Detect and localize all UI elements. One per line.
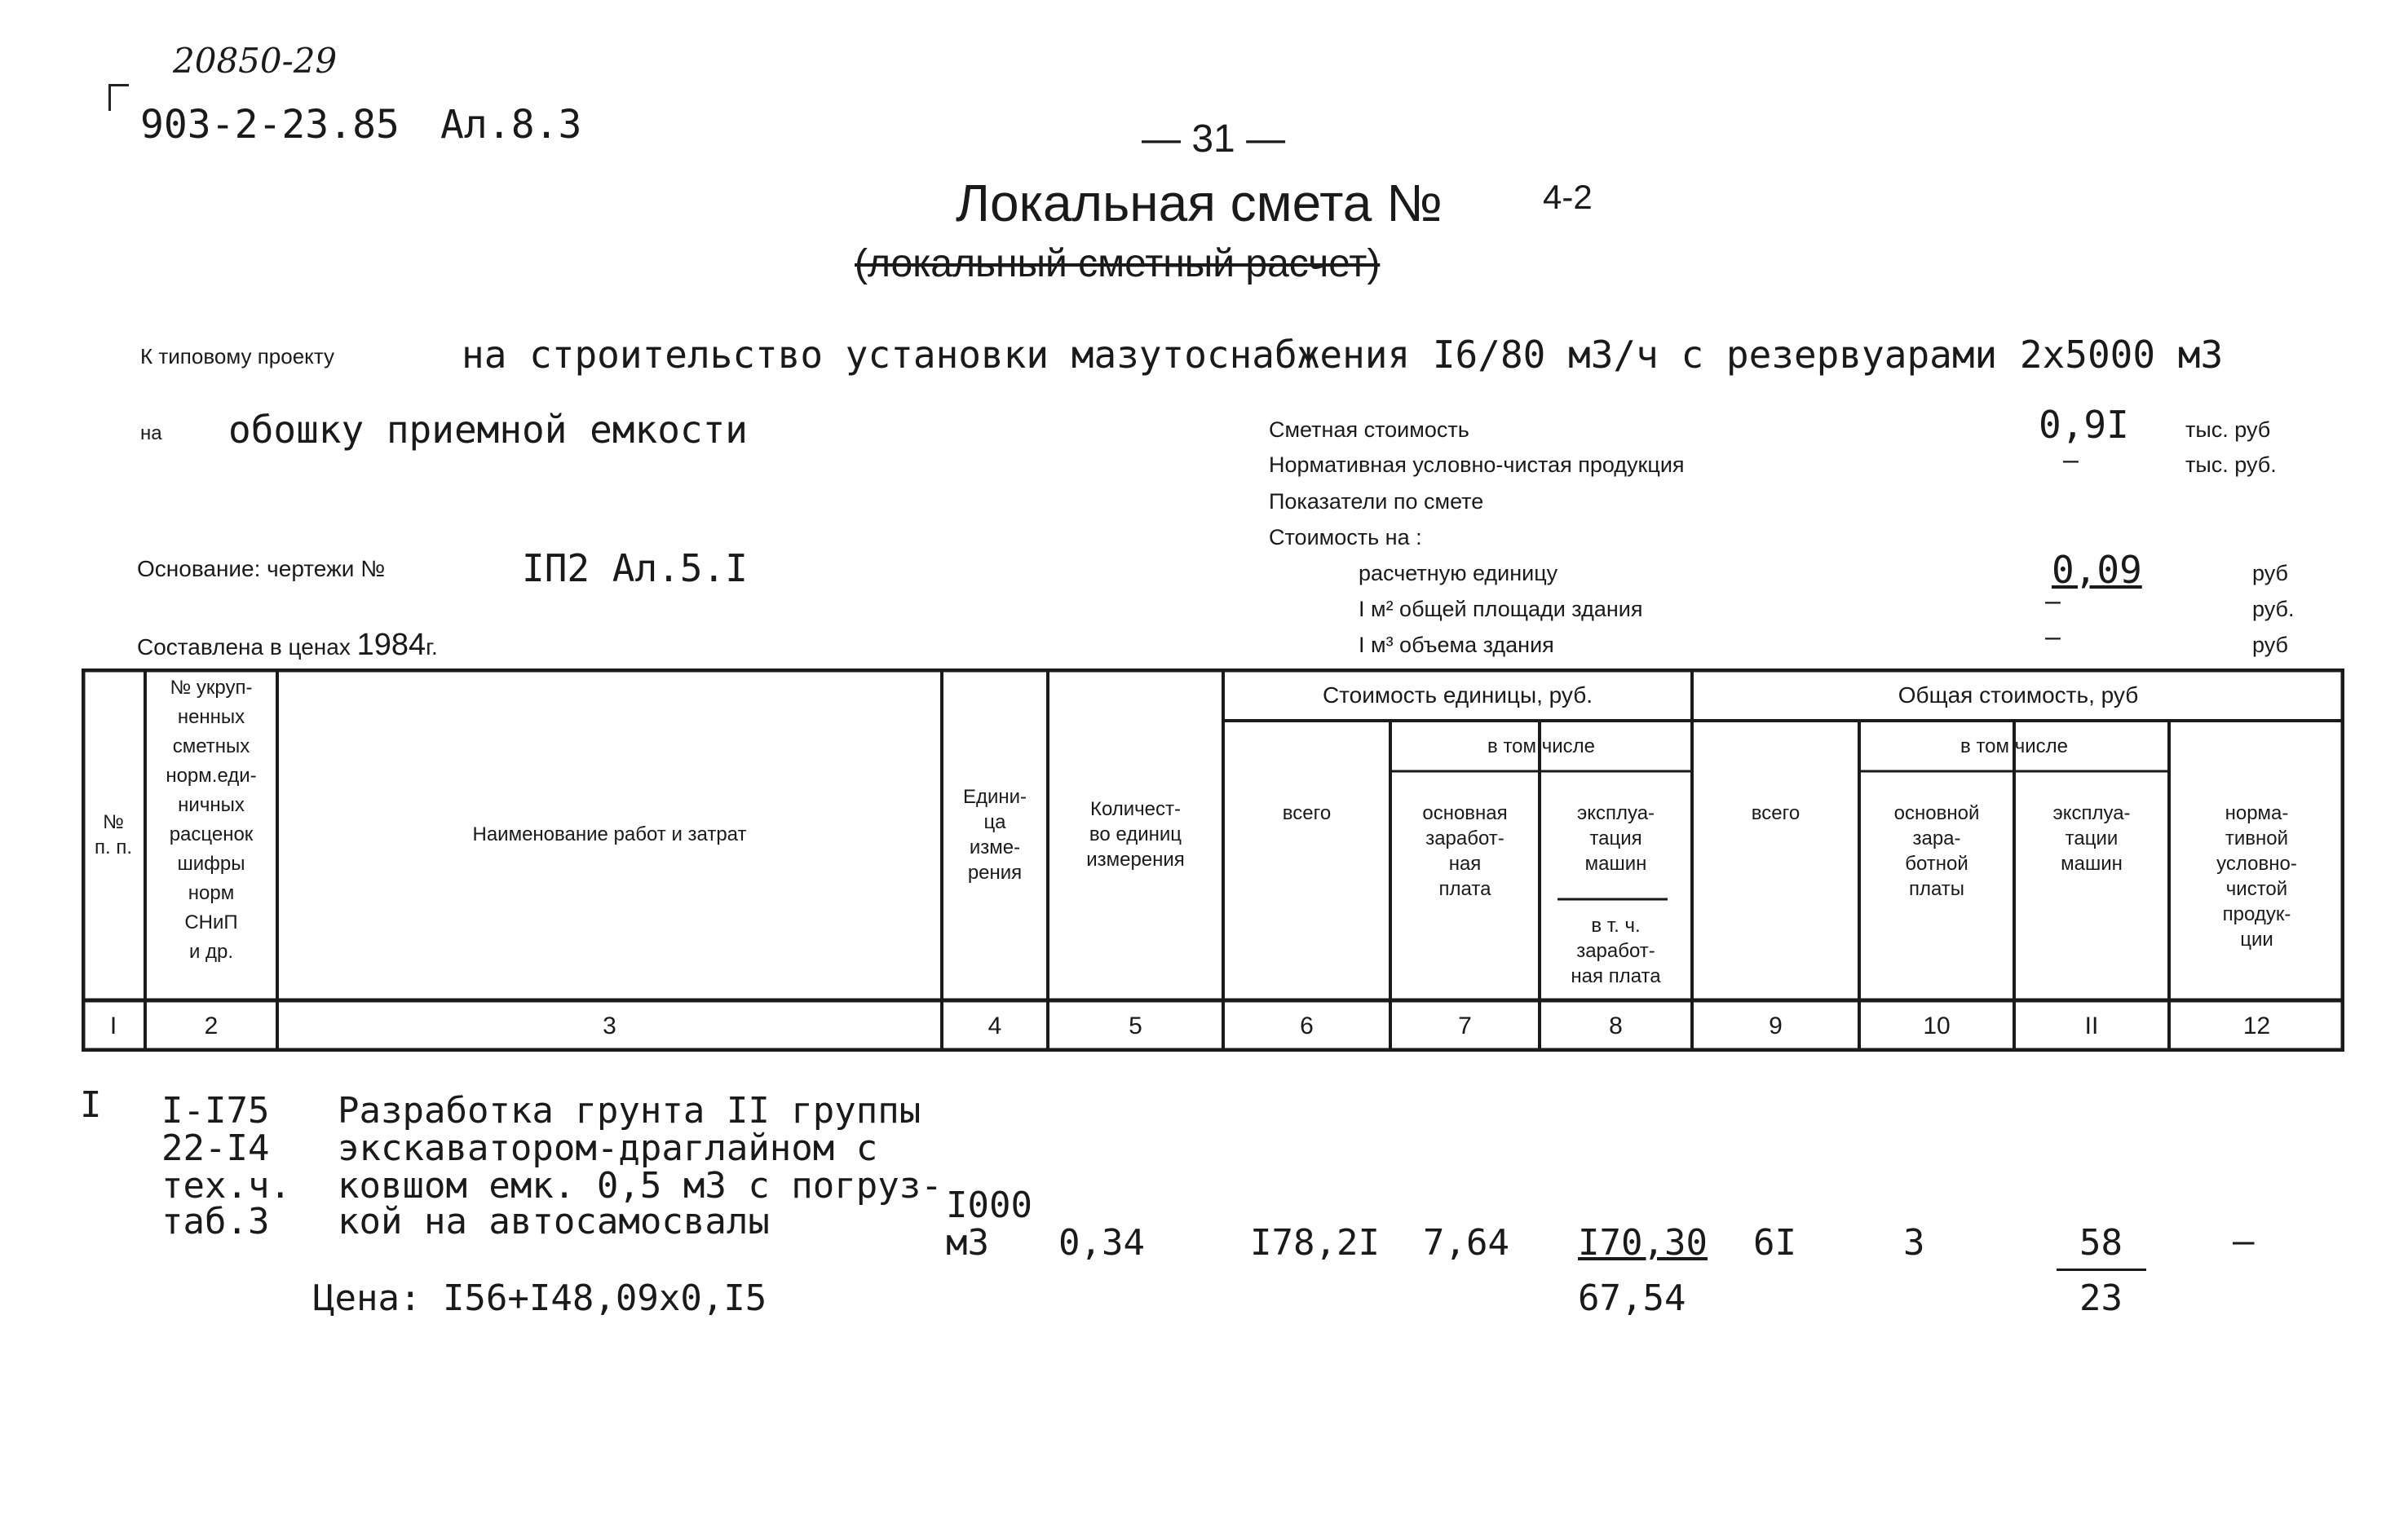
col-number: 8	[1609, 1012, 1623, 1039]
col-header-work-name: Наименование работ и затрат	[472, 823, 747, 845]
summary-value: –	[2045, 621, 2061, 652]
project-prefix: К типовому проекту	[140, 344, 335, 368]
col-header-no: № п. п.	[95, 810, 132, 858]
summary-unit: руб	[2252, 561, 2288, 585]
prices-year: 1984	[356, 628, 426, 662]
estimate-table	[82, 669, 2344, 1052]
row-total-machine-divider	[2057, 1269, 2146, 1271]
row-number: I	[80, 1084, 102, 1126]
row-price-formula: Цена: I56+I48,09х0,I5	[313, 1277, 767, 1319]
summary-label: Показатели по смете	[1269, 489, 1484, 514]
estimate-number: 4-2	[1543, 178, 1593, 216]
group-total-cost-header: Общая стоимость, руб	[1898, 682, 2139, 708]
summary-label: I м³ объема здания	[1359, 633, 1554, 657]
col-number: 4	[988, 1012, 1002, 1039]
summary-value: 0,09	[2052, 548, 2142, 592]
col-header-unit-total: всего	[1282, 802, 1332, 824]
row-name-line: кой на автосамосвалы	[338, 1201, 770, 1242]
row-name-line: экскаватором-драглайном с	[338, 1127, 878, 1169]
col-number: 12	[2242, 1012, 2271, 1039]
summary-label: Нормативная условно-чистая продукция	[1269, 452, 1685, 477]
col-header-unit-machine: эксплуа- тация машин	[1576, 802, 1655, 875]
row-unit-line: I000	[946, 1185, 1032, 1226]
col-header-total-machine: эксплуа- тации машин	[2052, 802, 2131, 875]
row-unit-wage: 7,64	[1423, 1222, 1509, 1264]
basis-value: IП2 Ал.5.I	[522, 546, 748, 590]
corner-mark	[108, 84, 129, 111]
row-unit-line: м3	[946, 1222, 989, 1264]
row-code-line: I-I75	[161, 1090, 270, 1132]
col-header-norm-code: № укруп- ненных сметных норм.еди- ничных расценок шифры норм СНиП и др.	[166, 677, 257, 963]
col-number: II	[2084, 1012, 2099, 1039]
object-prefix: на	[140, 422, 162, 444]
row-unit-total: I78,2I	[1250, 1222, 1380, 1264]
row-name-line: ковшом емк. 0,5 м3 с погруз-	[338, 1165, 943, 1207]
col-header-quantity: Количест- во единиц измерения	[1086, 798, 1185, 871]
col-number: 9	[1769, 1012, 1783, 1039]
summary-unit: тыс. руб	[2185, 417, 2271, 442]
page-number: — 31 —	[1142, 117, 1286, 161]
basis-label: Основание: чертежи №	[137, 556, 386, 581]
col-header-unit-machine-wage: в т. ч. заработ- ная плата	[1571, 915, 1661, 987]
row-unit-machine: I70,30	[1578, 1222, 1708, 1264]
summary-unit: тыс. руб.	[2185, 452, 2277, 477]
album-ref: Ал.8.3	[440, 102, 582, 148]
summary-value: –	[2063, 444, 2079, 475]
prices-line	[137, 628, 438, 663]
col-header-total-wage: основной зара- ботной платы	[1893, 802, 1980, 900]
row-total: 6I	[1753, 1222, 1796, 1264]
col-number: 3	[603, 1012, 616, 1039]
summary-value: 0,9I	[2039, 403, 2129, 447]
summary-unit: руб.	[2252, 597, 2295, 621]
col-number: I	[109, 1012, 117, 1039]
prices-prefix: Составлена в ценах	[137, 634, 351, 660]
project-text: на строительство установки мазутоснабжения I6/80 м3/ч с резервуарами 2х5000 м3	[462, 333, 2224, 377]
row-code-line: 22-I4	[161, 1127, 270, 1169]
handwritten-number: 20850-29	[173, 41, 338, 81]
col-number: 6	[1300, 1012, 1314, 1039]
summary-value: –	[2045, 585, 2061, 616]
estimate-subtitle: (локальный сметный расчет)	[855, 242, 1381, 285]
col-number: 10	[1923, 1012, 1951, 1039]
group-unit-cost-header: Стоимость единицы, руб.	[1322, 682, 1593, 708]
col-number: 5	[1129, 1012, 1142, 1039]
row-total-net: –	[2233, 1220, 2255, 1262]
summary-label: Сметная стоимость	[1269, 417, 1469, 442]
col-number: 7	[1458, 1012, 1472, 1039]
prices-suffix: г.	[426, 634, 438, 660]
col-number: 2	[204, 1012, 219, 1039]
col-header-unit-wage: основная заработ- ная плата	[1422, 802, 1508, 900]
object-text: обошку приемной емкости	[228, 408, 748, 452]
row-name-line: Разработка грунта II группы	[338, 1090, 921, 1132]
summary-unit: руб	[2252, 633, 2288, 657]
row-total-wage: 3	[1903, 1222, 1925, 1264]
including-header: в том числе	[1960, 735, 2068, 757]
row-code-line: тех.ч.	[161, 1165, 291, 1207]
col-header-total: всего	[1751, 802, 1800, 824]
summary-label: расчетную единицу	[1359, 561, 1558, 585]
row-code-line: таб.3	[161, 1201, 270, 1242]
project-code: 903-2-23.85	[140, 102, 400, 148]
row-total-machine-wage: 23	[2079, 1277, 2123, 1319]
summary-label: Стоимость на :	[1269, 525, 1422, 549]
estimate-title: Локальная смета №	[956, 174, 1443, 232]
row-unit-machine-wage: 67,54	[1578, 1277, 1686, 1319]
row-quantity: 0,34	[1058, 1222, 1145, 1264]
col-header-total-net: норма- тивной условно- чистой продук- ции	[2216, 802, 2297, 951]
including-header: в том числе	[1487, 735, 1595, 757]
summary-label: I м² общей площади здания	[1359, 597, 1643, 621]
row-total-machine: 58	[2079, 1222, 2123, 1264]
col-header-unit: Едини- ца изме- рения	[962, 785, 1027, 884]
